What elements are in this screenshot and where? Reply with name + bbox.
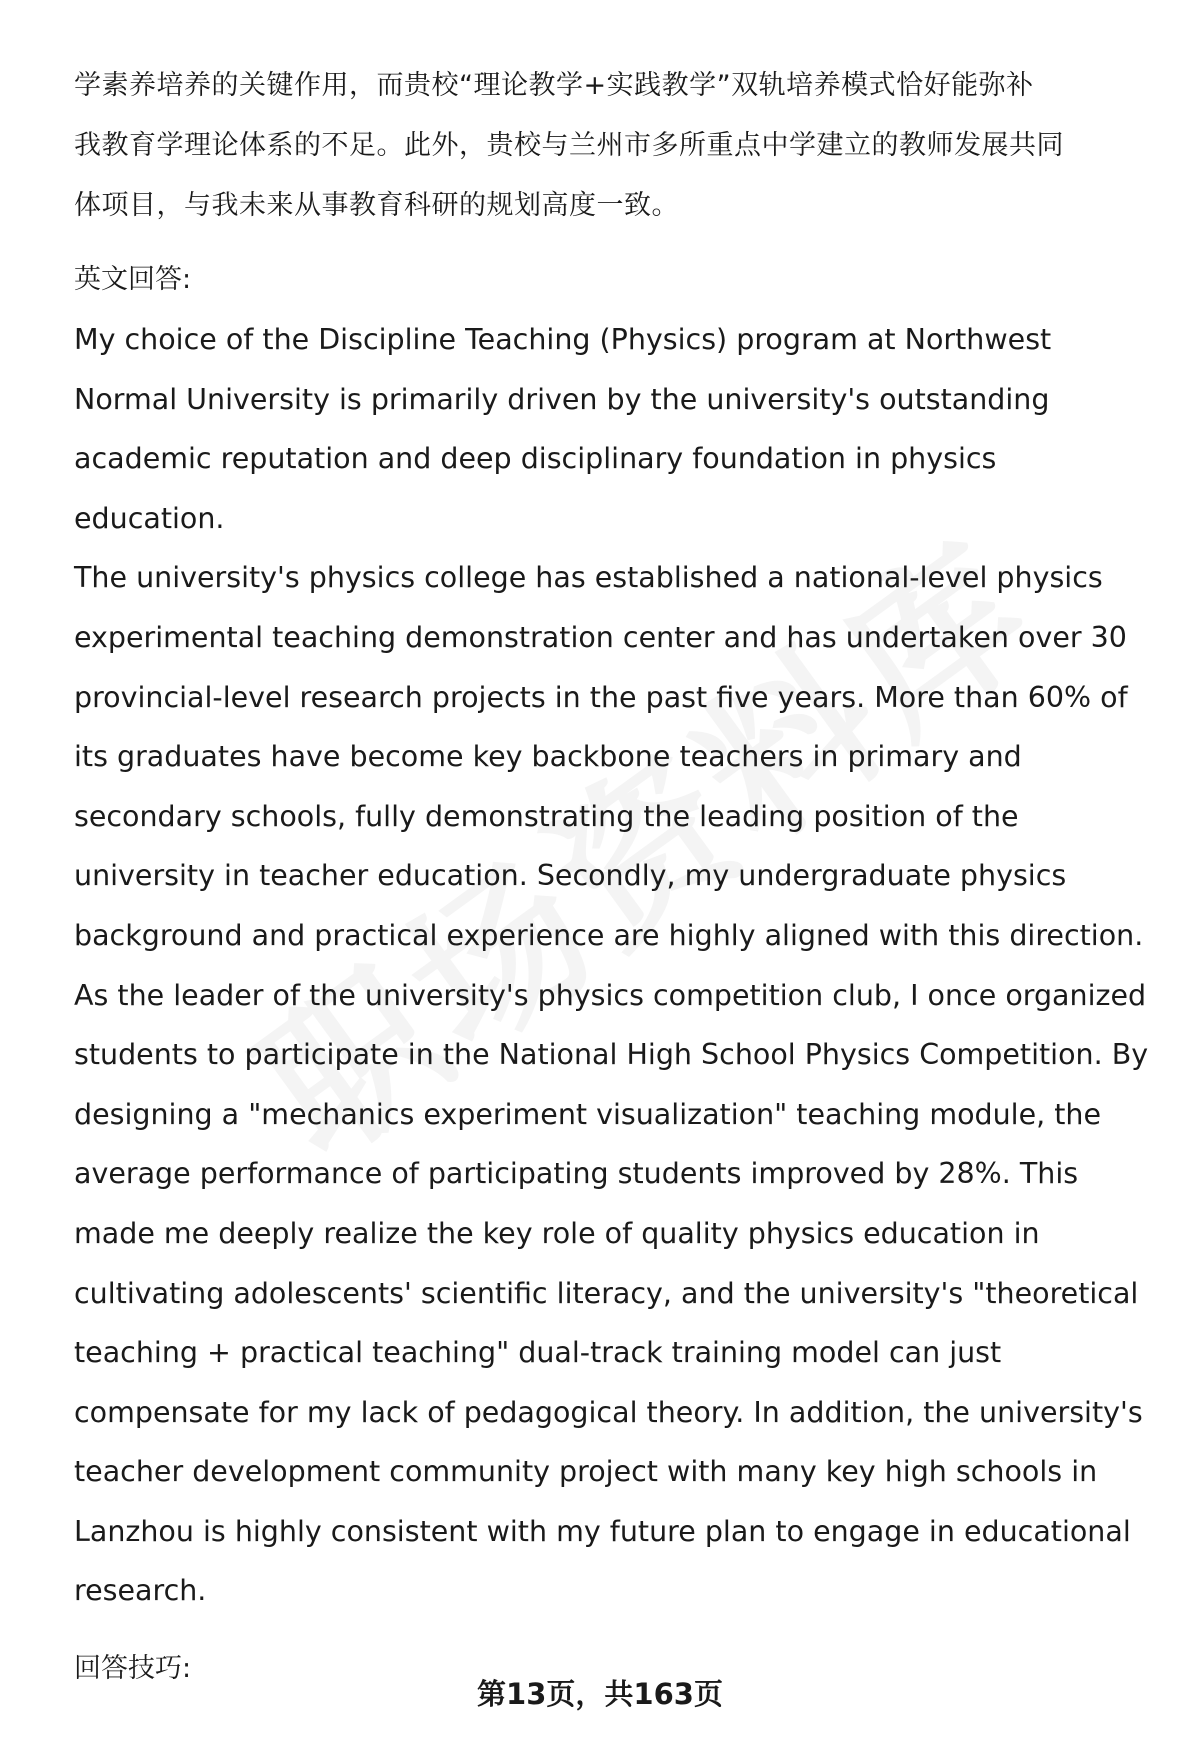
english-answer-label: 英文回答: — [74, 264, 192, 295]
page-indicator: 第13页，共163页 — [477, 1677, 723, 1711]
chinese-paragraph: 学素养培养的关键作用，而贵校“理论教学+实践教学”双轨培养模式恰好能弥补 我教育学理论体系的不足。此外，贵校与兰州市多所重点中学建立的教师发展共同 体项目，与我未来从事教育科研的规划高度一致。 — [74, 70, 1064, 221]
answer-tips-label: 回答技巧: — [74, 1653, 192, 1685]
english-paragraph: My choice of the Discipline Teaching (Physics) program at Northwest Normal University is primarily driven by the university's outstanding academic reputation and deep disciplinary foundation in physics education. The university's physics college has established a national-level physics experimental teaching demonstration center and has undertaken over 30 provincial-level research projects in the past five years. More than 60% of its graduates have become key backbone teachers in primary and secondary schools, fully demonstrating the leading position of the university in teacher education. Secondly, my undergraduate physics background and practical experience are highly aligned with this direction. As the leader of the university's physics competition club, I once organized students to participate in the National High School Physics Competition. By designing a "mechanics experiment visualization" teaching module, the average performance of participating students improved by 28%. This made me deeply realize the key role of quality physics education in cultivating adolescents' scientific literacy, and the university's "theoretical teaching + practical teaching" dual-track training model can just compensate for my lack of pedagogical theory. In addition, the university's teacher development community project with many key high schools in Lanzhou is highly consistent with my future plan to engage in educational research. — [74, 323, 1149, 1608]
document-content — [74, 56, 1154, 1699]
